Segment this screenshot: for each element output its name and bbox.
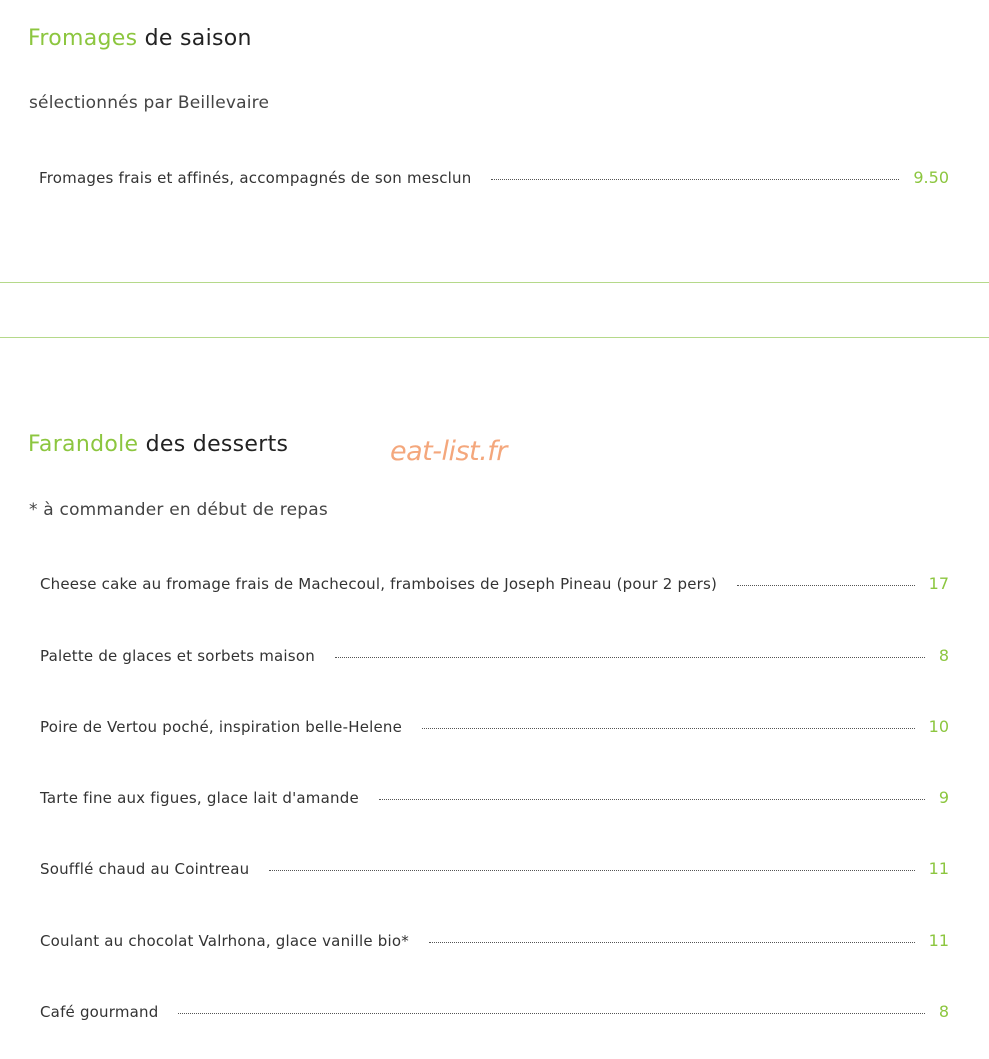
menu-item-price: 11 bbox=[928, 859, 949, 878]
menu-item-dessert bbox=[40, 717, 949, 741]
menu-item-dessert bbox=[40, 931, 949, 955]
menu-item-name: Tarte fine aux figues, glace lait d'amande bbox=[40, 789, 359, 807]
menu-item-name: Cheese cake au fromage frais de Machecoul, framboises de Joseph Pineau (pour 2 pers) bbox=[40, 575, 718, 593]
menu-item-dessert bbox=[40, 574, 949, 598]
desserts-title-accent: Farandole bbox=[28, 432, 139, 457]
section-divider-bottom bbox=[0, 337, 989, 338]
menu-item-price: 10 bbox=[928, 717, 949, 736]
menu-item-price: 8 bbox=[938, 646, 949, 665]
fromages-section-title bbox=[28, 26, 252, 51]
menu-item-dessert bbox=[40, 859, 949, 883]
menu-item-price: 9.50 bbox=[913, 168, 949, 187]
dotted-leader bbox=[429, 942, 915, 943]
section-divider-top bbox=[0, 282, 989, 283]
menu-item-fromages bbox=[39, 168, 949, 192]
menu-item-dessert bbox=[40, 788, 949, 812]
menu-item-name: Coulant au chocolat Valrhona, glace vanille bio* bbox=[40, 932, 409, 950]
fromages-title-rest: de saison bbox=[144, 26, 252, 51]
dotted-leader bbox=[422, 728, 915, 729]
menu-item-name: Poire de Vertou poché, inspiration belle-Helene bbox=[40, 718, 403, 736]
dotted-leader bbox=[269, 870, 914, 871]
menu-item-price: 8 bbox=[938, 1002, 949, 1021]
fromages-title-accent: Fromages bbox=[28, 26, 138, 51]
desserts-title-rest: des desserts bbox=[145, 432, 289, 457]
menu-item-name: Café gourmand bbox=[40, 1003, 159, 1021]
dotted-leader bbox=[178, 1013, 924, 1014]
menu-item-price: 17 bbox=[928, 574, 949, 593]
desserts-section-title bbox=[28, 432, 288, 457]
dotted-leader bbox=[737, 585, 915, 586]
menu-item-dessert bbox=[40, 646, 949, 670]
dotted-leader bbox=[335, 657, 925, 658]
menu-item-price: 11 bbox=[928, 931, 949, 950]
fromages-subtitle: sélectionnés par Beillevaire bbox=[29, 93, 270, 113]
menu-item-name: Soufflé chaud au Cointreau bbox=[40, 860, 250, 878]
dotted-leader bbox=[379, 799, 925, 800]
menu-item-price: 9 bbox=[938, 788, 949, 807]
dotted-leader bbox=[491, 179, 899, 180]
watermark-text: eat-list.fr bbox=[390, 436, 507, 467]
desserts-subtitle: * à commander en début de repas bbox=[29, 500, 328, 520]
menu-item-dessert bbox=[40, 1002, 949, 1026]
menu-item-name: Fromages frais et affinés, accompagnés de son mesclun bbox=[39, 169, 472, 187]
menu-item-name: Palette de glaces et sorbets maison bbox=[40, 647, 315, 665]
